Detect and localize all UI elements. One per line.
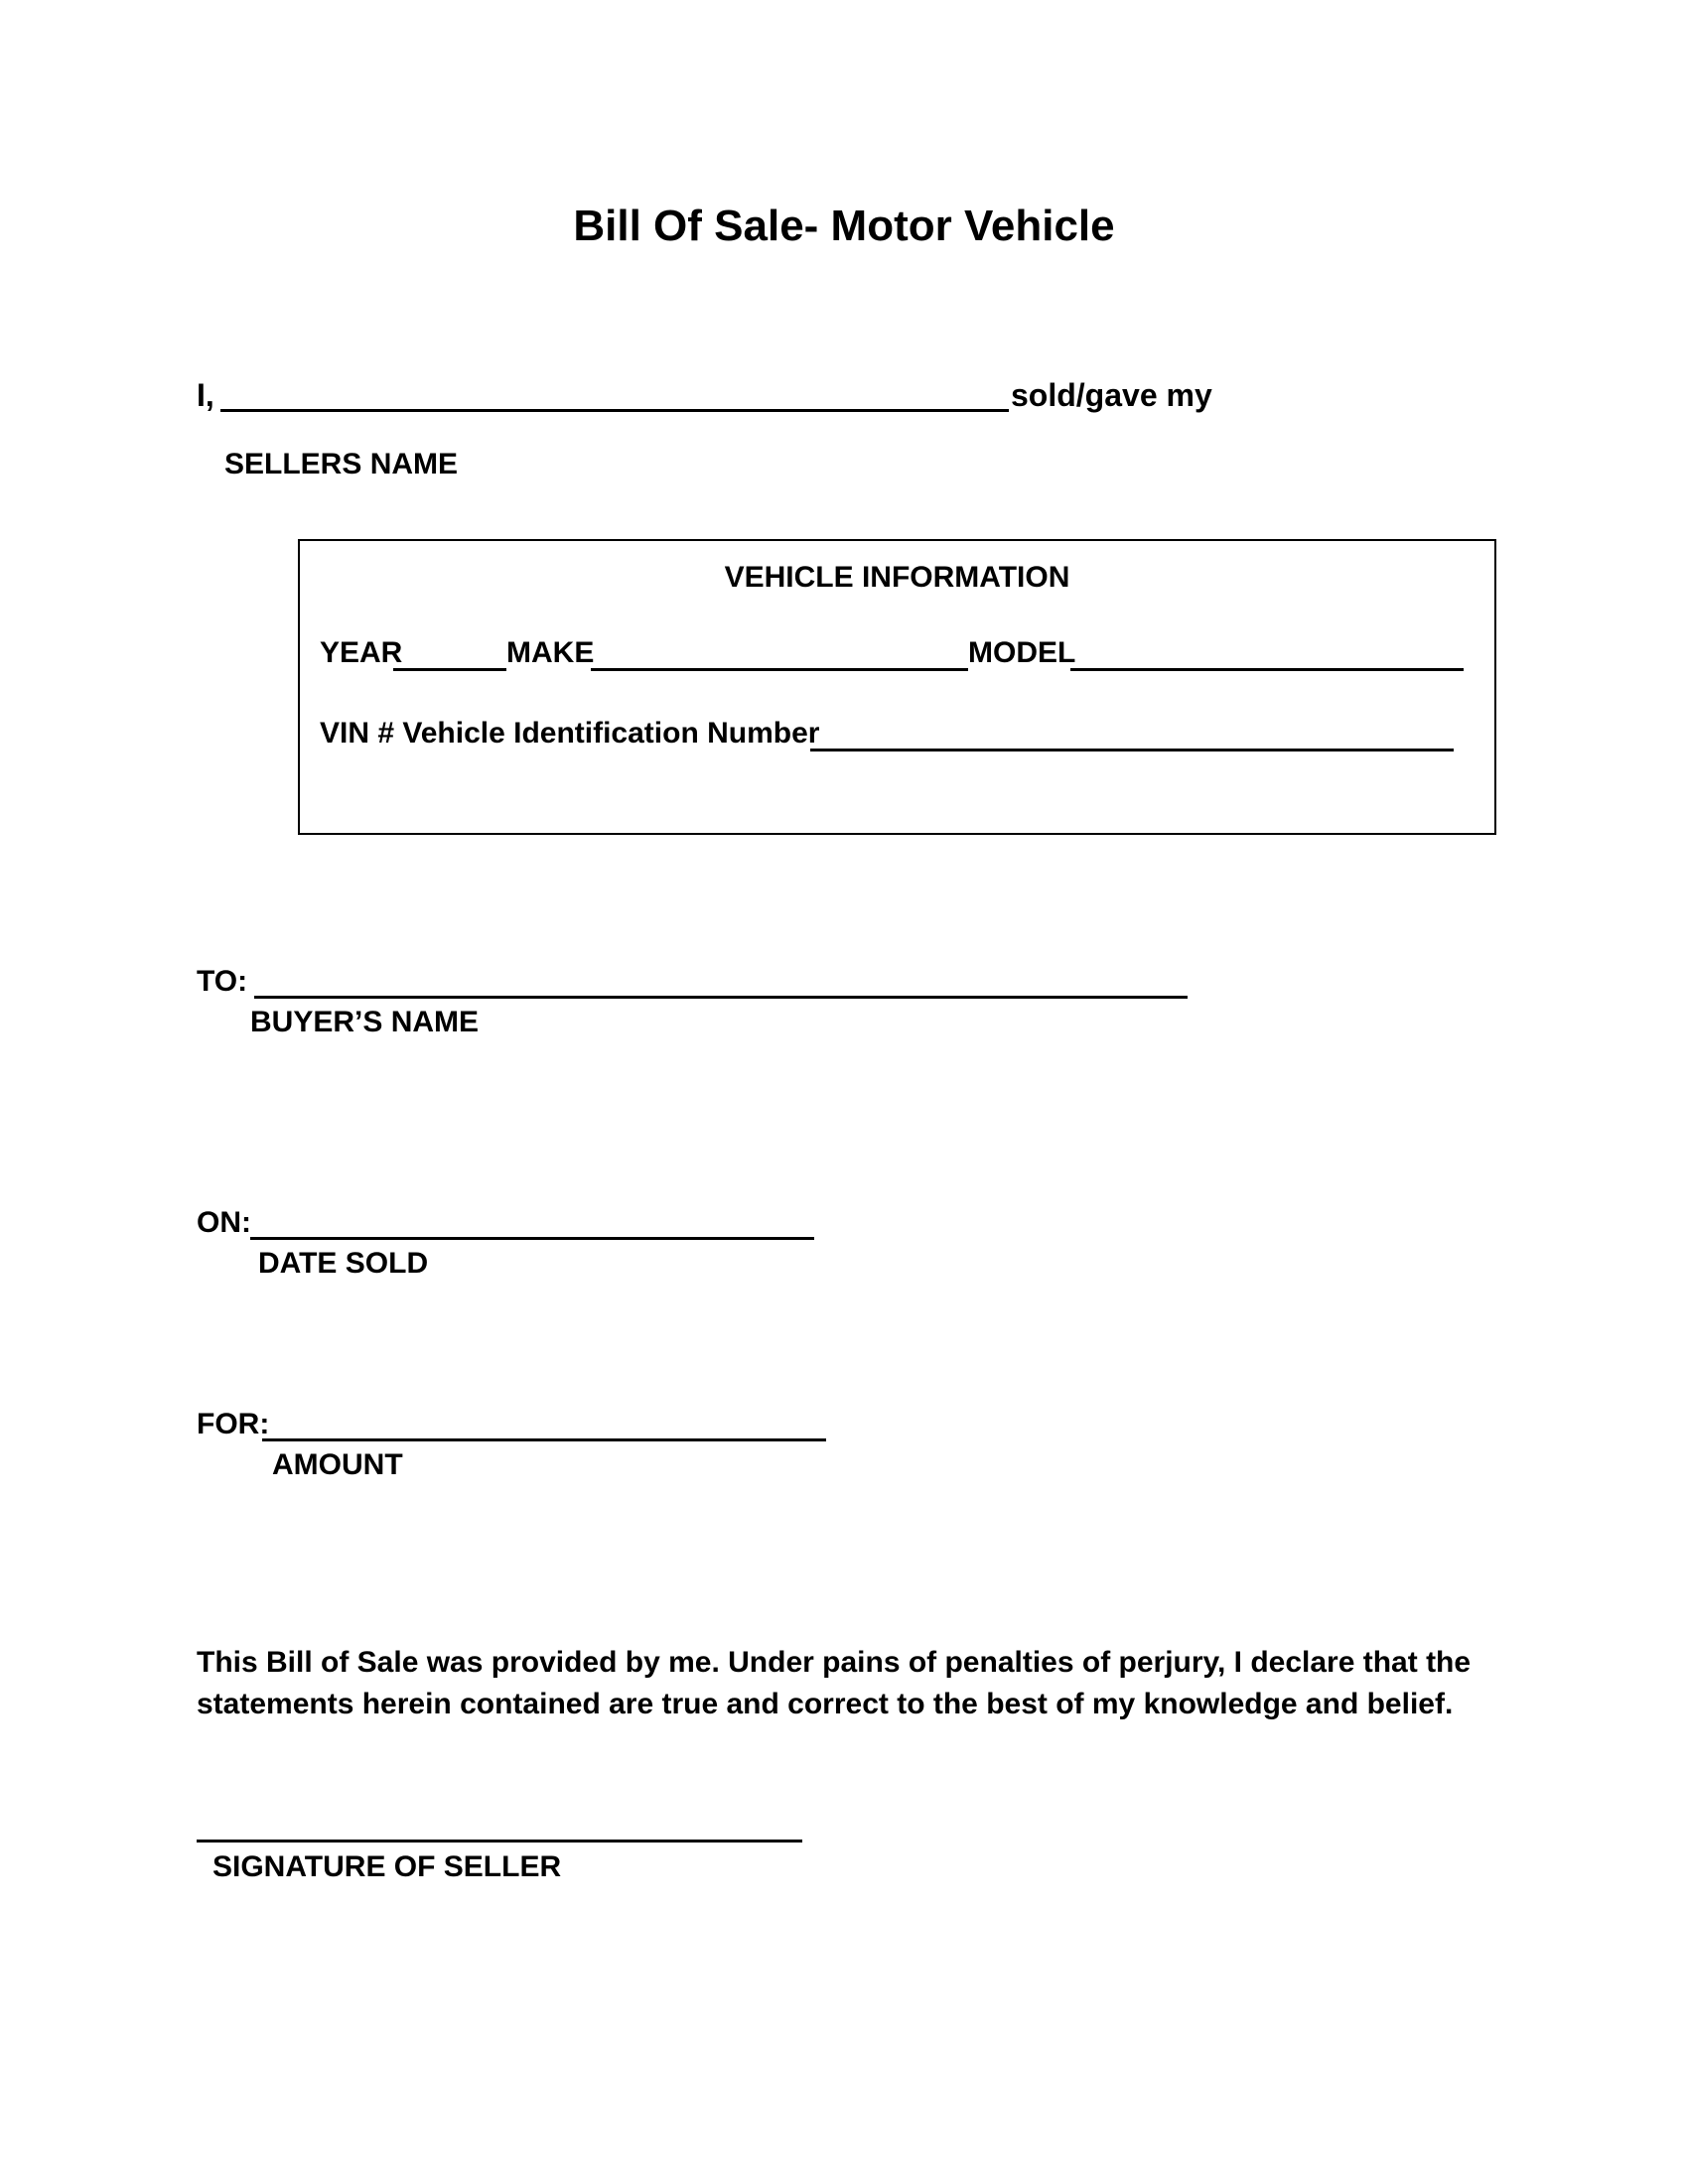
seller-name-caption: SELLERS NAME <box>224 448 459 480</box>
vin-field[interactable] <box>810 749 1454 751</box>
vehicle-information-heading: VEHICLE INFORMATION <box>724 561 1070 594</box>
declaration-text: This Bill of Sale was provided by me. Under pains of penalties of perjury, I declare that the statements herein contained are true and correct to the best of my knowledge and belief. <box>197 1646 1472 1720</box>
year-field[interactable] <box>393 668 506 671</box>
buyer-name-field[interactable] <box>254 996 1188 999</box>
date-sold-field[interactable] <box>250 1237 814 1240</box>
seller-name-field[interactable] <box>220 409 1009 412</box>
for-label: FOR: <box>197 1408 270 1440</box>
make-label: MAKE <box>506 636 595 669</box>
year-label: YEAR <box>320 636 403 669</box>
model-label: MODEL <box>968 636 1076 669</box>
seller-prefix: I, <box>197 377 214 413</box>
seller-signature-field[interactable] <box>197 1840 802 1843</box>
make-field[interactable] <box>591 668 968 671</box>
to-label: TO: <box>197 965 248 998</box>
buyer-name-caption: BUYER’S NAME <box>250 1006 480 1038</box>
document-title: Bill Of Sale- Motor Vehicle <box>573 202 1115 250</box>
vin-label: VIN # Vehicle Identification Number <box>320 717 820 750</box>
seller-suffix: sold/gave my <box>1011 377 1212 413</box>
model-field[interactable] <box>1070 668 1464 671</box>
seller-signature-caption: SIGNATURE OF SELLER <box>212 1850 562 1883</box>
vehicle-information-box <box>298 539 1496 835</box>
date-sold-caption: DATE SOLD <box>258 1247 429 1280</box>
amount-caption: AMOUNT <box>272 1448 403 1481</box>
amount-field[interactable] <box>262 1438 826 1441</box>
on-label: ON: <box>197 1206 251 1239</box>
